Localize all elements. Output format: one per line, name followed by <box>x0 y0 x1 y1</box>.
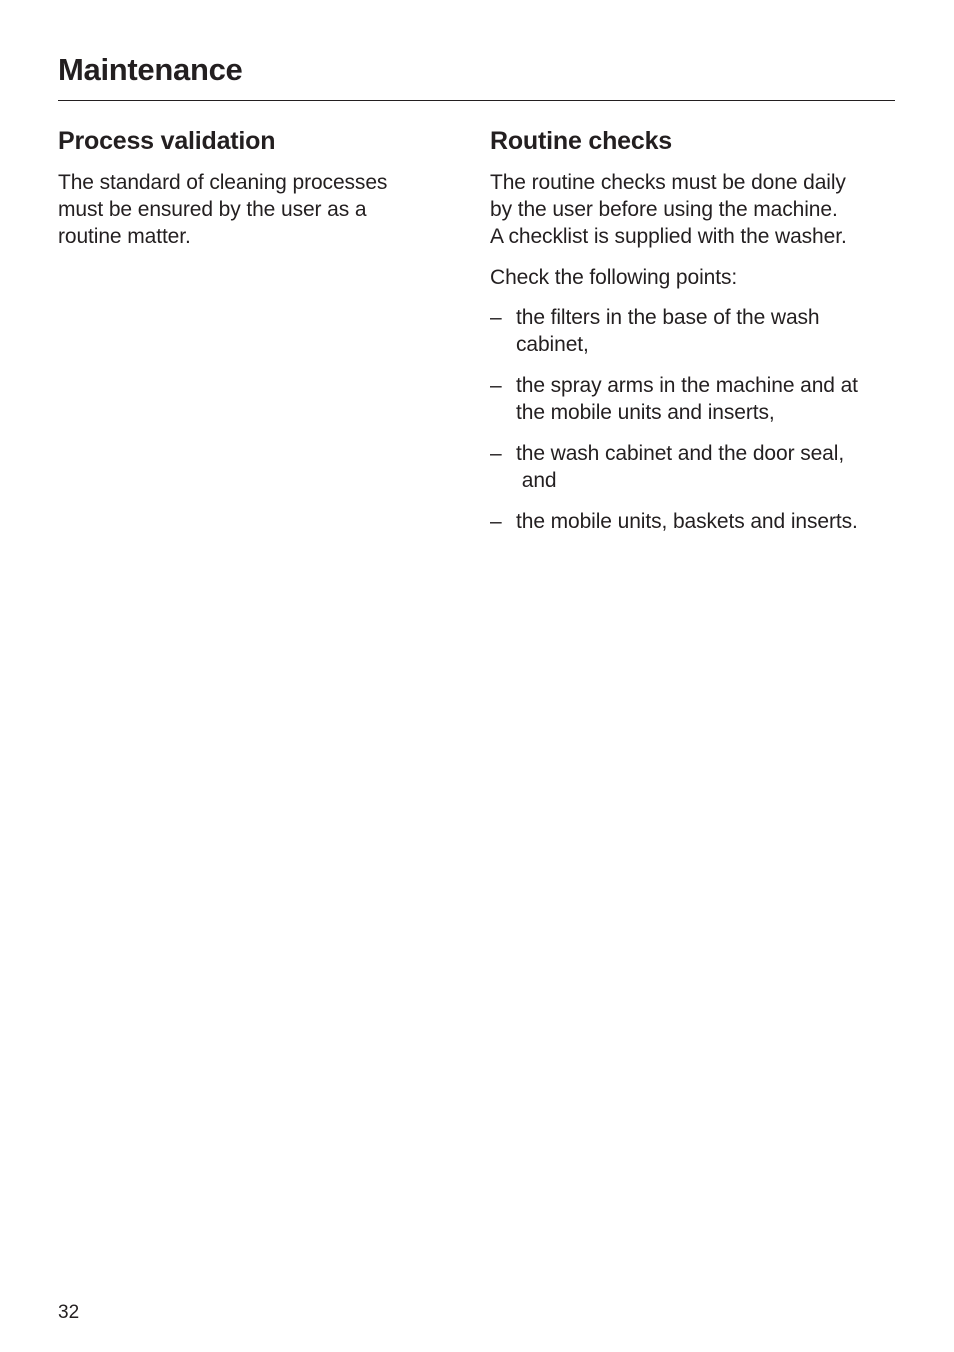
paragraph-line: The routine checks must be done daily <box>490 171 846 194</box>
dash-bullet: – <box>490 442 502 465</box>
title-divider <box>58 100 895 101</box>
process-validation-heading: Process validation <box>58 127 276 155</box>
list-item-line: and <box>516 469 557 492</box>
process-validation-section <box>58 124 438 250</box>
paragraph-line: by the user before using the machine. <box>490 198 838 221</box>
list-item-line: the wash cabinet and the door seal, <box>516 442 845 465</box>
routine-checks-section <box>490 124 900 549</box>
paragraph-line: must be ensured by the user as a <box>58 198 367 221</box>
paragraph-line: The standard of cleaning processes <box>58 171 388 194</box>
paragraph-line: A checklist is supplied with the washer. <box>490 225 847 248</box>
list-item <box>490 508 900 535</box>
process-validation-paragraph <box>58 169 438 250</box>
routine-checks-heading: Routine checks <box>490 127 672 155</box>
page-number: 32 <box>58 1302 80 1323</box>
check-points-intro: Check the following points: <box>490 266 738 289</box>
list-item <box>490 440 900 494</box>
page-title: Maintenance <box>58 52 243 87</box>
dash-bullet: – <box>490 510 502 533</box>
list-item-line: the spray arms in the machine and at <box>516 374 858 397</box>
check-points-list <box>490 304 900 535</box>
list-item-line: cabinet, <box>516 333 589 356</box>
list-item-line: the filters in the base of the wash <box>516 306 820 329</box>
list-item-line: the mobile units, baskets and inserts. <box>516 510 858 533</box>
dash-bullet: – <box>490 306 502 329</box>
paragraph-line: routine matter. <box>58 225 191 248</box>
list-item-line: the mobile units and inserts, <box>516 401 775 424</box>
list-item <box>490 372 900 426</box>
dash-bullet: – <box>490 374 502 397</box>
routine-checks-paragraph <box>490 169 900 250</box>
list-item <box>490 304 900 358</box>
